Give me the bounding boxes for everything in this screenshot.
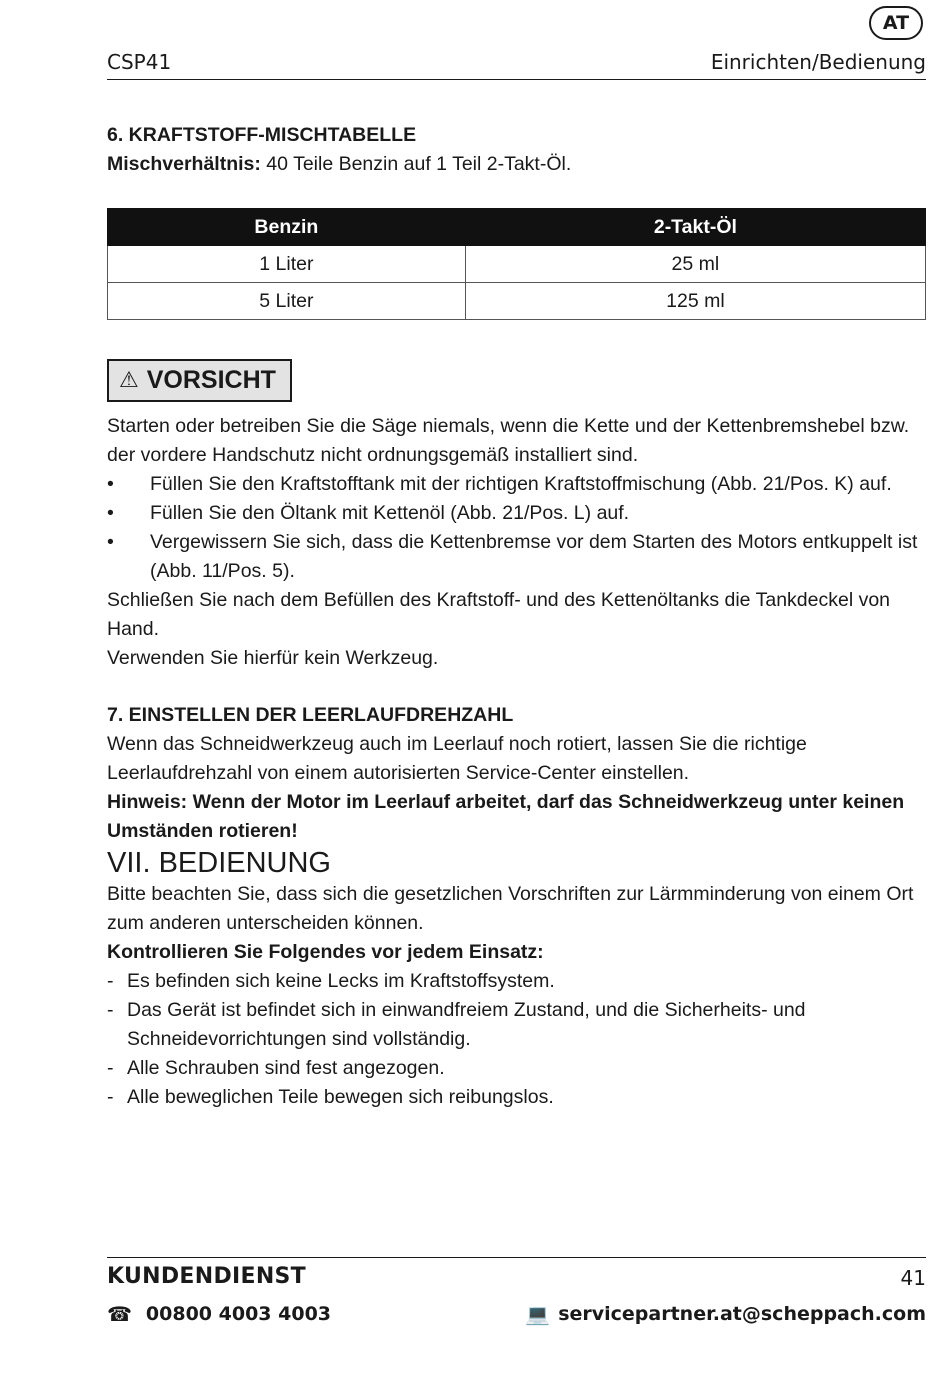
table-row bbox=[108, 283, 926, 320]
list-item: • Füllen Sie den Öltank mit Kettenöl (Abb. 21/Pos. L) auf. bbox=[107, 499, 922, 528]
fuel-mix-table bbox=[107, 208, 926, 320]
check-title: Kontrollieren Sie Folgendes vor jedem Einsatz: bbox=[107, 941, 544, 963]
computer-icon: 💻 bbox=[525, 1302, 551, 1326]
mix-ratio-label: Mischverhältnis: bbox=[107, 153, 261, 175]
list-item: - Alle beweglichen Teile bewegen sich reibungslos. bbox=[107, 1083, 922, 1112]
table-cell: 1 Liter bbox=[108, 246, 466, 283]
list-item: - Es befinden sich keine Lecks im Kraftstoffsystem. bbox=[107, 967, 922, 996]
mix-ratio bbox=[107, 150, 922, 179]
list-item: - Das Gerät ist befindet sich in einwandfreiem Zustand, und die Sicherheits- und Schneidevorrichtungen sind vollständig. bbox=[107, 996, 922, 1054]
column-header-oil: 2-Takt-Öl bbox=[465, 209, 925, 246]
section-name: Einrichten/Bedienung bbox=[710, 50, 926, 74]
table-cell: 125 ml bbox=[465, 283, 925, 320]
list-item: • Füllen Sie den Kraftstofftank mit der richtigen Kraftstoffmischung (Abb. 21/Pos. K) auf. bbox=[107, 470, 922, 499]
footer-phone bbox=[107, 1302, 331, 1326]
column-header-petrol: Benzin bbox=[108, 209, 466, 246]
table-row bbox=[108, 246, 926, 283]
table-cell: 25 ml bbox=[465, 246, 925, 283]
caution-label: VORSICHT bbox=[146, 366, 276, 394]
fuel-section-title: 6. KRAFTSTOFF-MISCHTABELLE bbox=[107, 124, 417, 146]
caution-bullets bbox=[107, 470, 922, 586]
caution-intro: Starten oder betreiben Sie die Säge niemals, wenn die Kette und der Kettenbremshebel bzw. der vordere Handschutz nicht ordnungsgemäß installiert sind. bbox=[107, 415, 910, 466]
table-cell: 5 Liter bbox=[108, 283, 466, 320]
operation-text: Bitte beachten Sie, dass sich die gesetzlichen Vorschriften zur Lärmminderung von einem Ort zum anderen unterscheiden können. bbox=[107, 883, 914, 934]
email-address[interactable]: servicepartner.at@scheppach.com bbox=[558, 1303, 926, 1325]
table-header-row bbox=[108, 209, 926, 246]
header-rule bbox=[107, 79, 926, 80]
page-content bbox=[107, 121, 922, 1112]
footer-title: KUNDENDIENST bbox=[107, 1264, 306, 1289]
idle-section-title: 7. EINSTELLEN DER LEERLAUFDREHZAHL bbox=[107, 704, 514, 726]
mix-ratio-text: 40 Teile Benzin auf 1 Teil 2-Takt-Öl. bbox=[260, 153, 572, 175]
footer-rule bbox=[107, 1257, 926, 1258]
footer-email bbox=[525, 1302, 926, 1326]
phone-number: 00800 4003 4003 bbox=[145, 1303, 332, 1325]
caution-after-1: Schließen Sie nach dem Befüllen des Kraftstoff- und des Kettenöltanks die Tankdeckel von Hand. bbox=[107, 589, 891, 640]
caution-after-2: Verwenden Sie hierfür kein Werkzeug. bbox=[107, 647, 439, 669]
warning-triangle-icon: ⚠ bbox=[119, 368, 139, 393]
caution-box bbox=[107, 359, 292, 402]
list-item: - Alle Schrauben sind fest angezogen. bbox=[107, 1054, 922, 1083]
operation-title: VII. BEDIENUNG bbox=[107, 847, 331, 879]
telephone-icon: ☎ bbox=[107, 1302, 132, 1326]
idle-text: Wenn das Schneidwerkzeug auch im Leerlauf noch rotiert, lassen Sie die richtige Leerlaufdrehzahl von einem autorisierten Service-Center einstellen. bbox=[107, 733, 807, 784]
list-item: • Vergewissern Sie sich, dass die Kettenbremse vor dem Starten des Motors entkuppelt ist (Abb. 11/Pos. 5). bbox=[107, 528, 922, 586]
idle-note: Hinweis: Wenn der Motor im Leerlauf arbeitet, darf das Schneidwerkzeug unter keinen Umständen rotieren! bbox=[107, 791, 905, 842]
check-list bbox=[107, 967, 922, 1112]
model-name: CSP41 bbox=[107, 50, 172, 74]
country-badge: AT bbox=[869, 6, 923, 40]
page-number: 41 bbox=[900, 1266, 926, 1290]
